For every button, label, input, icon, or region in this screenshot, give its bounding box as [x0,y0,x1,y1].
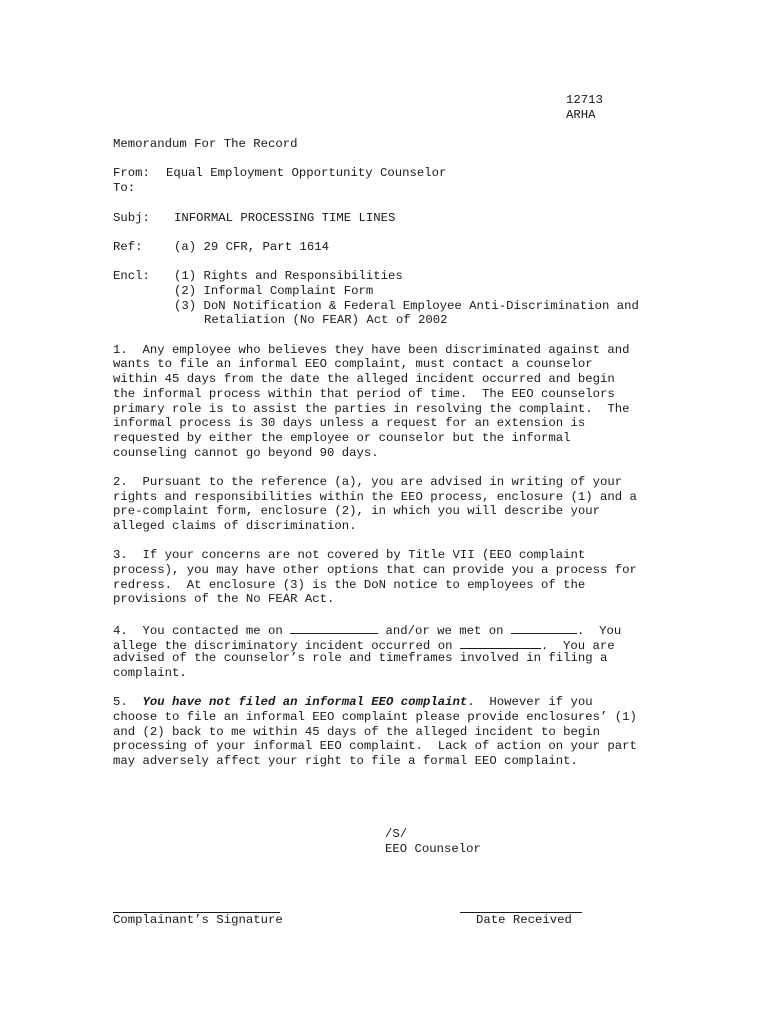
paragraph-5 [113,695,673,768]
doc-number: 12713 [566,93,603,107]
para3-line: process), you may have other options that can provide you a process for [113,563,637,578]
complainant-signature-label: Complainant’s Signature [113,913,283,927]
para4-text: 4. You contacted me on [113,623,291,638]
para1-line: wants to file an informal EEO complaint, must contact a counselor [113,357,593,372]
subj-value: INFORMAL PROCESSING TIME LINES [174,210,396,225]
para4-line [113,637,673,652]
para1-line: requested by either the employee or counselor but the informal [113,430,571,445]
para5-number: 5. [113,695,143,710]
para5-line: processing of your informal EEO complaint. Lack of action on your part [113,739,637,754]
para3-line: redress. At enclosure (3) is the DoN notice to employees of the [113,577,586,592]
para4-text: . You are [540,638,615,653]
memo-title: Memorandum For The Record [113,137,298,152]
enclosure-1: (1) Rights and Responsibilities [174,269,403,284]
ref-label: Ref: [113,239,143,254]
para3-line: provisions of the No FEAR Act. [113,592,335,607]
subj-row [113,211,673,226]
para5-line: choose to file an informal EEO complaint please provide enclosures’ (1) [113,709,637,724]
paragraph-1 [113,343,673,461]
paragraph-2 [113,475,673,534]
para1-line: 1. Any employee who believes they have been discriminated against and [113,342,630,357]
subj-label: Subj: [113,210,150,225]
paragraph-3 [113,548,673,607]
para3-line: 3. If your concerns are not covered by Title VII (EEO complaint [113,548,586,563]
para2-line: 2. Pursuant to the reference (a), you are advised in writing of your [113,474,623,489]
incident-date-blank[interactable] [460,637,541,649]
para5-text: . However if you [467,695,593,710]
para4-text: allege the discriminatory incident occurred on [113,638,460,653]
para4-line: advised of the counselor’s role and timeframes involved in filing a [113,651,608,666]
para1-line: informal process is 30 days unless a request for an extension is [113,416,586,431]
meeting-date-blank[interactable] [511,622,577,634]
para1-line: primary role is to assist the parties in resolving the complaint. The [113,401,630,416]
enclosure-2: (2) Informal Complaint Form [174,284,374,298]
to-label: To: [113,181,136,196]
para4-line: complaint. [113,665,187,680]
para5-line [113,695,673,710]
from-row [113,166,673,181]
para1-line: the informal process within that period of time. The EEO counselors [113,386,615,401]
para5-emphasis: You have not filed an informal EEO complaint [142,695,468,710]
encl-label: Encl: [113,269,150,284]
from-label: From: [113,166,150,181]
contact-date-blank[interactable] [290,622,378,634]
enclosure-3-continued: Retaliation (No FEAR) Act of 2002 [204,313,448,328]
para5-line: and (2) back to me within 45 days of the alleged incident to begin [113,724,601,739]
doc-code: ARHA [566,107,596,122]
ref-value: (a) 29 CFR, Part 1614 [174,239,329,254]
memo-body [113,93,673,769]
paragraph-4 [113,622,673,681]
para4-text: . You [576,623,622,638]
enclosure-3: (3) DoN Notification & Federal Employee Anti-Discrimination and [174,298,639,313]
counselor-signature-block [385,827,481,856]
para2-line: rights and responsibilities within the EEO process, enclosure (1) and a [113,489,637,504]
para1-line: within 45 days from the date the alleged incident occurred and begin [113,372,615,387]
para1-line: counseling cannot go beyond 90 days. [113,445,379,460]
para5-line: may adversely affect your right to file a formal EEO complaint. [113,754,578,768]
para4-text: and/or we met on [378,623,511,638]
from-value: Equal Employment Opportunity Counselor [166,166,447,181]
ref-row [113,240,673,255]
signer-title: EEO Counselor [385,841,481,856]
signature: /S/ [385,827,408,841]
encl-row [113,269,673,284]
para4-line [113,622,673,637]
date-received-label: Date Received [476,913,572,927]
para2-line: alleged claims of discrimination. [113,519,357,533]
para2-line: pre-complaint form, enclosure (2), in which you will describe your [113,504,601,519]
